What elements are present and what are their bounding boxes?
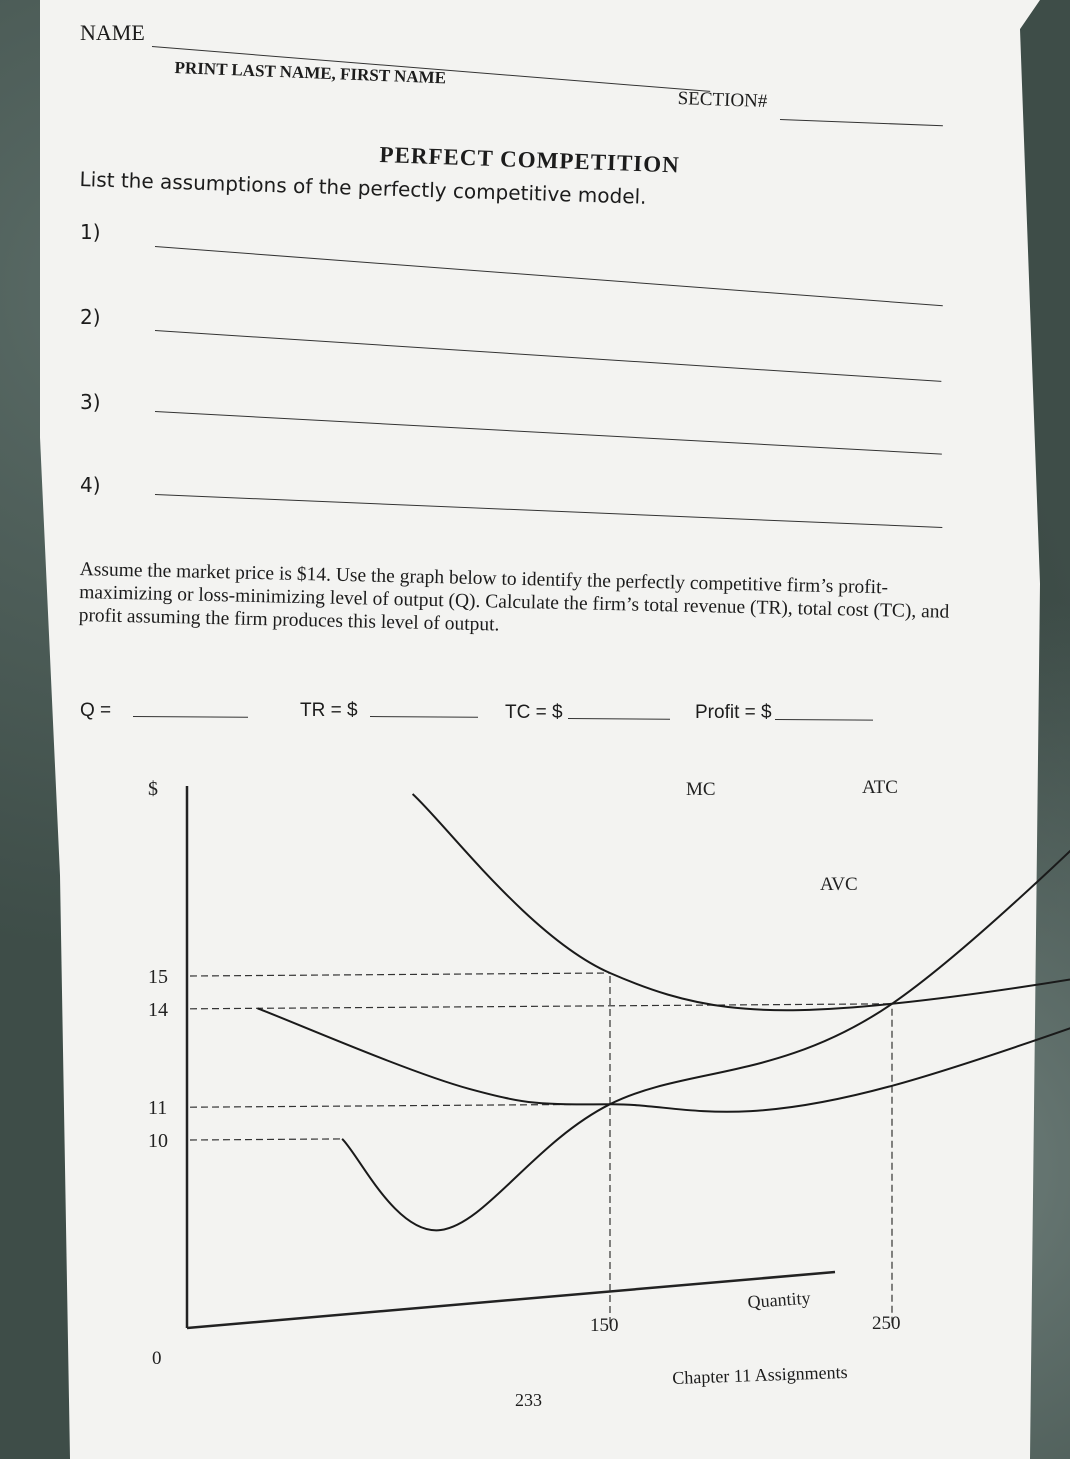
y-tick-label: 15	[148, 966, 168, 988]
curve-label-mc: MC	[686, 779, 716, 800]
page-title: PERFECT COMPETITION	[379, 142, 681, 178]
x-tick-label: 150	[590, 1315, 619, 1336]
q-label: Q =	[80, 700, 112, 721]
y-tick-label: 10	[148, 1130, 168, 1152]
reference-line-h	[190, 1104, 610, 1107]
assumption-number-1: 1)	[80, 220, 101, 244]
y-axis-label: $	[148, 778, 158, 800]
chapter-label: Chapter 11 Assignments	[672, 1361, 848, 1388]
x-tick-label: 250	[872, 1313, 901, 1334]
assumption-number-4: 4)	[80, 473, 101, 497]
page-number: 233	[515, 1390, 542, 1410]
curve-avc	[258, 835, 1070, 1112]
y-tick-label: 11	[148, 1097, 168, 1120]
print-name-hint: PRINT LAST NAME, FIRST NAME	[174, 58, 447, 88]
reference-line-h	[190, 973, 610, 976]
x-axis	[187, 1272, 835, 1328]
assumption-number-3: 3)	[80, 390, 101, 414]
curve-mc	[342, 640, 1070, 1230]
curve-label-atc: ATC	[862, 777, 898, 798]
tc-label: TC = $	[505, 702, 563, 723]
reference-line-h	[190, 1004, 892, 1009]
assumption-number-2: 2)	[80, 305, 101, 329]
assumptions-heading: List the assumptions of the perfectly competitive model.	[79, 167, 647, 209]
curve-atc	[413, 636, 1070, 1010]
section-label: SECTION#	[677, 88, 768, 113]
y-tick-label: 14	[148, 998, 168, 1021]
profit-label: Profit = $	[695, 702, 772, 723]
x-axis-label: Quantity	[746, 1287, 812, 1312]
curve-label-avc: AVC	[820, 874, 858, 895]
reference-line-h	[190, 1139, 342, 1140]
name-label: NAME	[80, 20, 145, 45]
question-text: Assume the market price is $14. Use the graph below to identify the perfectly competitive firm’s profit-maximizing or loss-minimizing level of output (Q). Calculate the firm’s total revenue (TR), total cost (TC), and profit assuming the firm produces this level of output.	[78, 558, 950, 636]
tr-label: TR = $	[300, 700, 358, 721]
origin-label: 0	[152, 1348, 162, 1369]
